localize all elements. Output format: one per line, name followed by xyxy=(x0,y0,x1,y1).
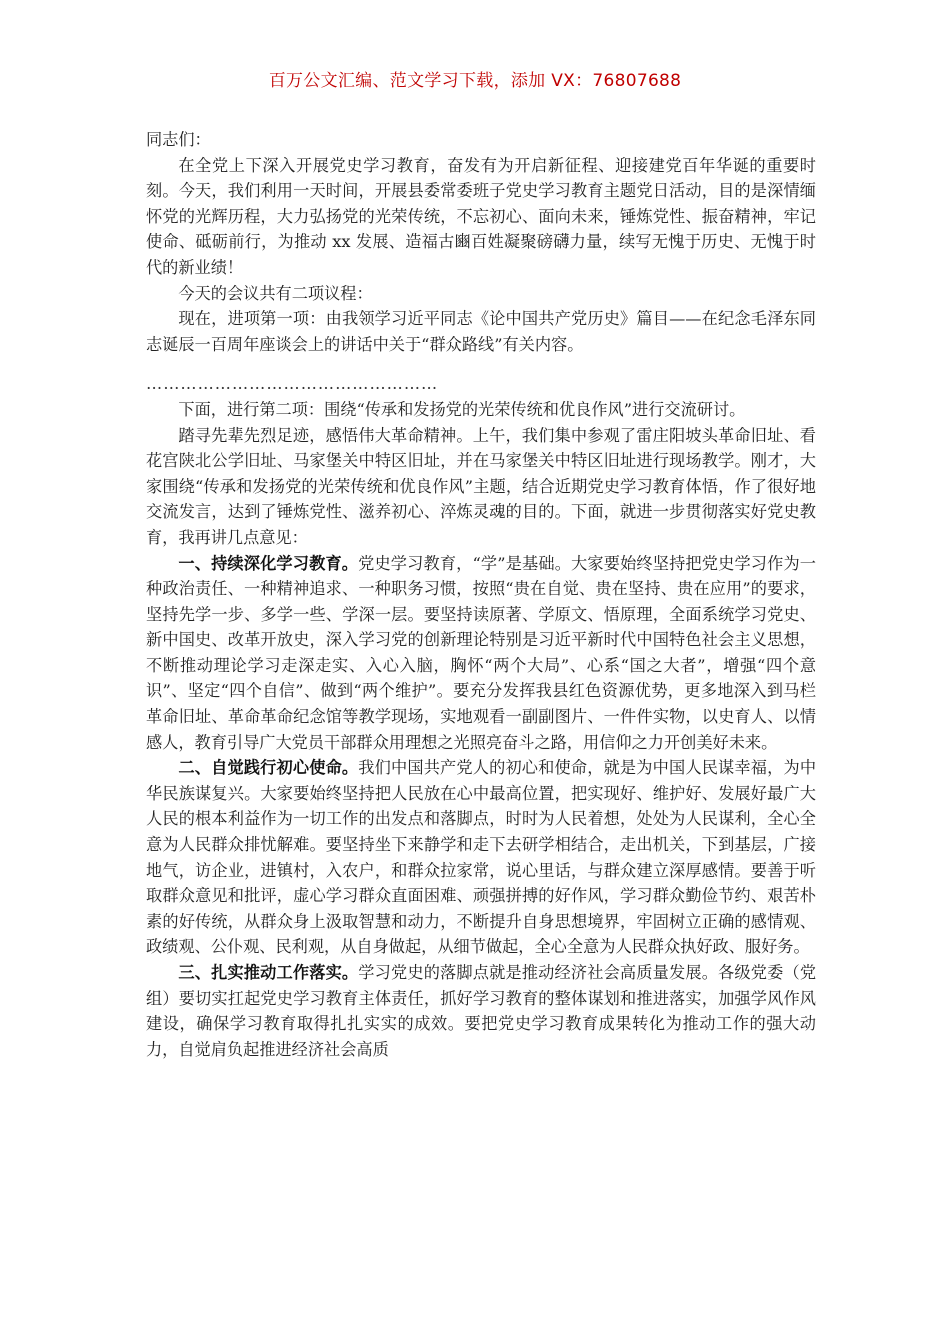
paragraph-opening: 在全党上下深入开展党史学习教育，奋发有为开启新征程、迎接建党百年华诞的重要时刻。今天，我们利用一天时间，开展县委常委班子党史学习教育主题党日活动，目的是深情缅怀党的光辉历程，大力弘扬党的光荣传统，不忘初心、面向未来，锤炼党性、振奋精神，牢记使命、砥砺前行，为推动 xx 发展、造福古豳百姓凝聚磅礴力量，续写无愧于历史、无愧于时代的新业绩！ xyxy=(146,155,816,277)
salutation: 同志们： xyxy=(146,130,211,149)
section-two xyxy=(146,755,816,960)
section-two-title: 二、自觉践行初心使命。 xyxy=(178,758,359,778)
paragraph-item-one: 现在，进项第一项：由我领学习近平同志《论中国共产党历史》篇目——在纪念毛泽东同志诞辰一百周年座谈会上的讲话中关于“群众路线”有关内容。 xyxy=(146,309,816,354)
section-two-body: 我们中国共产党人的初心和使命，就是为中国人民谋幸福，为中华民族谋复兴。大家要始终坚持把人民放在心中最高位置，把实现好、维护好、发展好最广大人民的根本利益作为一切工作的出发点和落脚点，时时为人民着想，处处为人民谋利，全心全意为人民群众排忧解难。要坚持坐下来静学和走下去研学相结合，走出机关，下到基层，广接地气，访企业，进镇村，入农户，和群众拉家常，说心里话，与群众建立深厚感情。要善于听取群众意见和批评，虚心学习群众直面困难、顽强拼搏的好作风，学习群众勤俭节约、艰苦朴素的好传统，从群众身上汲取智慧和动力，不断提升自身思想境界，牢固树立正确的感情观、政绩观、公仆观、民利观，从自身做起，从细节做起，全心全意为人民群众执好政、服好务。 xyxy=(146,758,817,957)
header-watermark: 百万公文汇编、范文学习下载，添加 VX：76807688 xyxy=(268,71,682,91)
section-one xyxy=(146,551,816,756)
section-three-body: 学习党史的落脚点就是推动经济社会高质量发展。各级党委（党组）要切实扛起党史学习教育主体责任，抓好学习教育的整体谋划和推进落实，加强学风作风建设，确保学习教育取得扎扎实实的成效。要把党史学习教育成果转化为推动工作的强大动力，自觉肩负起推进经济社会高质 xyxy=(146,963,817,1059)
paragraph-agenda: 今天的会议共有二项议程： xyxy=(178,283,373,303)
section-one-body: 党史学习教育，“学”是基础。大家要始终坚持把党史学习作为一种政治责任、一种精神追求、一种职务习惯，按照“贵在自觉、贵在坚持、贵在应用”的要求，坚持先学一步、多学一些、学深一层。要坚持读原著、学原文、悟原理，全面系统学习党史、新中国史、改革开放史，深入学习党的创新理论特别是习近平新时代中国特色社会主义思想，不断推动理论学习走深走实、入心入脑，胸怀“两个大局”、心系“国之大者”，增强“四个意识”、坚定“四个自信”、做到“两个维护”。要充分发挥我县红色资源优势，更多地深入到马栏革命旧址、革命革命纪念馆等教学现场，实地观看一副副图片、一件件实物，以史育人、以情感人，教育引导广大党员干部群众用理想之光照亮奋斗之路，用信仰之力开创美好未来。 xyxy=(146,553,816,752)
document-body xyxy=(146,127,816,1062)
section-three xyxy=(146,960,816,1062)
ellipsis-divider: …………………………………………… xyxy=(146,374,439,394)
paragraph-item-two: 下面，进行第二项：围绕“传承和发扬党的光荣传统和优良作风”进行交流研讨。 xyxy=(178,399,746,419)
section-one-title: 一、持续深化学习教育。 xyxy=(178,553,359,573)
section-three-title: 三、扎实推动工作落实。 xyxy=(178,963,359,982)
paragraph-review: 踏寻先辈先烈足迹，感悟伟大革命精神。上午，我们集中参观了雷庄阳坡头革命旧址、看花宫陕北公学旧址、马家堡关中特区旧址，并在马家堡关中特区旧址进行现场教学。刚才，大家围绕“传承和发扬党的光荣传统和优良作风”主题，结合近期党史学习教育体悟，作了很好地交流发言，达到了锤炼党性、滋养初心、淬炼灵魂的目的。下面，就进一步贯彻落实好党史教育，我再讲几点意见： xyxy=(146,425,816,547)
